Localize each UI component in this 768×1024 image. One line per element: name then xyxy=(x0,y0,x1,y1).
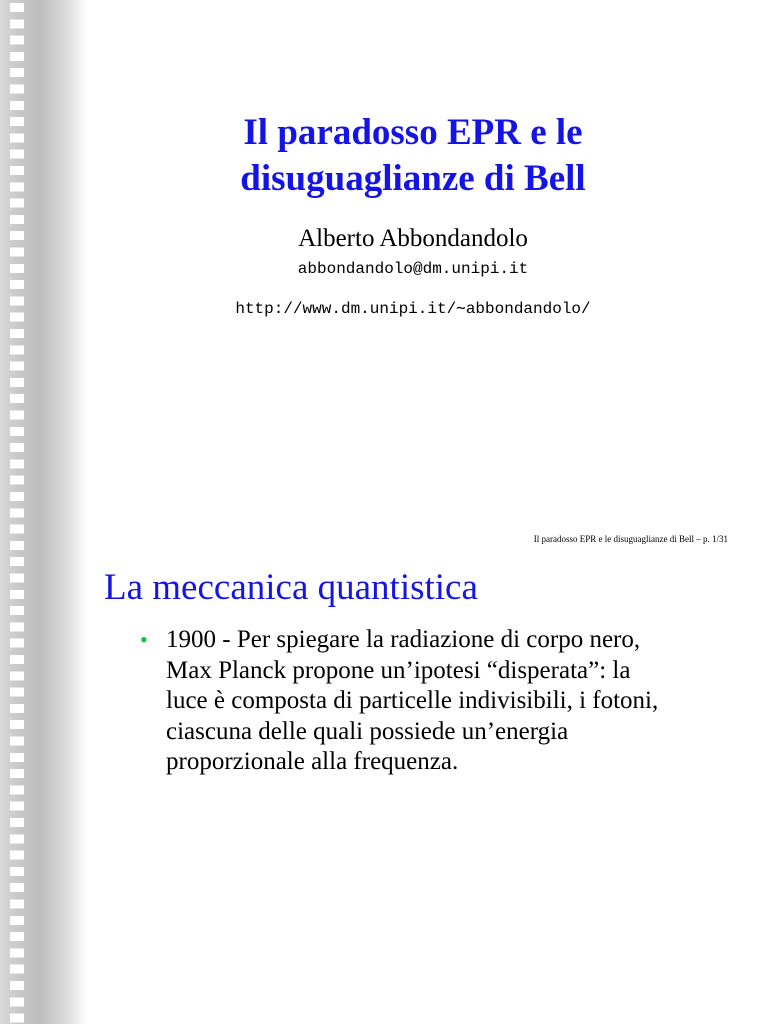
slide-title xyxy=(88,110,738,202)
slide-title-line-2: disuguaglianze di Bell xyxy=(240,158,586,199)
bullet-line: Max Planck propone un’ipotesi “disperata”: la xyxy=(166,656,631,684)
section-title: La meccanica quantistica xyxy=(104,567,478,608)
bullet-line: 1900 - Per spiegare la radiazione di corpo nero, xyxy=(166,626,641,653)
author-email: abbondandolo@dm.unipi.it xyxy=(297,260,529,278)
bullet-item xyxy=(140,625,730,778)
film-strip-border xyxy=(0,0,88,1024)
bullet-line: ciascuna delle quali possiede un’energia xyxy=(166,717,569,745)
bullet-line: proporzionale alla frequenza. xyxy=(166,748,459,775)
author-name: Alberto Abbondandolo xyxy=(298,225,528,252)
green-bullet-dot-icon: • xyxy=(140,627,148,652)
bullet-list xyxy=(140,625,730,778)
author-url: http://www.dm.unipi.it/∼abbondandolo/ xyxy=(235,300,591,318)
slide-footer: Il paradosso EPR e le disuguaglianze di Bell – p. 1/31 xyxy=(533,534,728,544)
film-strip-holes xyxy=(10,0,24,1024)
bullet-line: luce è composta di particelle indivisibili, i fotoni, xyxy=(166,687,659,714)
slide-title-line-1: Il paradosso EPR e le xyxy=(243,112,583,153)
